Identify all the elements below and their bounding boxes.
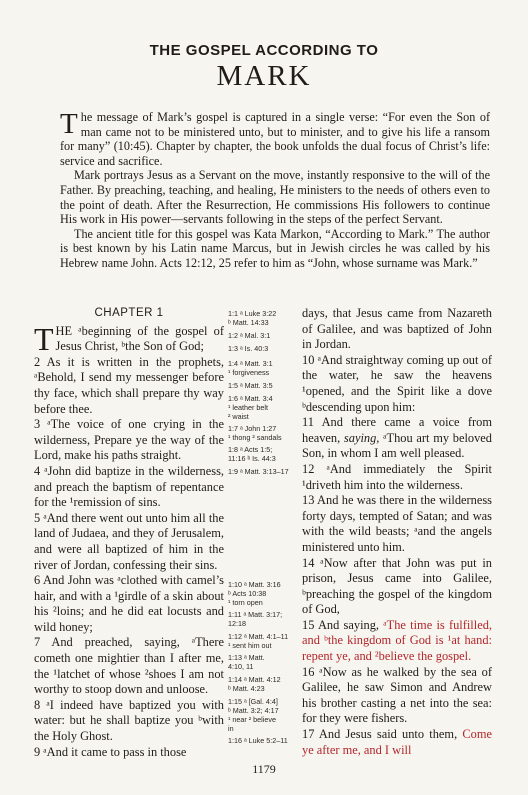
verse-9: 9 ᵃAnd it came to pass in those <box>34 744 187 759</box>
cross-reference: 1:10 ᵃ Matt. 3:16 <box>228 580 281 589</box>
verse-15 <box>302 618 492 665</box>
cross-reference: 1:15 ᵃ [Gal. 4:4] <box>228 697 278 706</box>
cross-reference: ᵇ Matt. 4:23 <box>228 684 265 693</box>
cross-reference: ¹ torn open <box>228 598 263 607</box>
left-text-column <box>34 306 224 760</box>
cross-reference: 1:6 ᵃ Matt. 3:4 <box>228 394 273 403</box>
intro-paragraph-1-text: he message of Mark’s gospel is captured in a single verse: “For even the Son of man came not to be ministered unto, but to minister, and to give his life a ransom for many” (10:45). Chapter by chapter, the book unfolds the dual focus of Christ’s life: service and sacrifice. <box>60 110 490 168</box>
verse-17-words-of-christ: Come ye after me, and I will <box>302 727 492 757</box>
cross-reference: 12:18 <box>228 619 246 628</box>
cross-reference: ᵇ Matt. 3:2; 4:17 <box>228 706 279 715</box>
verse-8: 8 ᵃI indeed have baptized you with water: but he shall baptize you ᵇwith the Holy Ghost. <box>34 697 224 744</box>
cross-reference: in <box>228 724 234 733</box>
verse-6: 6 And John was ᵃclothed with camel’s hair, and with a ¹girdle of a skin about his ²loins; and he did eat locusts and wild honey; <box>34 573 224 634</box>
intro-paragraph-3: The ancient title for this gospel was Kata Markon, “According to Mark.” The author is best known by his Latin name Marcus, but in Jewish circles he was called by his Hebrew name John. Acts 12:12, 25 refer to him as “John, whose surname was Mark.” <box>60 226 490 270</box>
verse-1-text: HE ᵃbeginning of the gospel of Jesus Christ, ᵇthe Son of God; <box>55 323 224 354</box>
cross-reference: 1:3 ᵃ Is. 40:3 <box>228 344 269 353</box>
verse-15-text: 15 And saying, <box>302 617 384 632</box>
verse-11 <box>302 415 492 462</box>
cross-reference: 1:2 ᵃ Mal. 3:1 <box>228 331 271 340</box>
cross-reference: ᵇ Matt. 14:33 <box>228 318 269 327</box>
cross-reference: 1:4 ᵃ Matt. 3:1 <box>228 359 273 368</box>
verse-4: 4 ᵃJohn did baptize in the wilderness, and preach the baptism of repentance for the ¹remission of sins. <box>34 463 224 510</box>
verse-13: 13 And he was there in the wilderness forty days, tempted of Satan; and was with the wild beasts; ᵃand the angels ministered unto him. <box>302 493 492 554</box>
verse-5: 5 ᵃAnd there went out unto him all the land of Judaea, and they of Jerusalem, and were all baptized of him in the river of Jordan, confessing their sins. <box>34 510 224 572</box>
cross-reference: ¹ sent him out <box>228 641 272 650</box>
cross-reference: ² waist <box>228 412 249 421</box>
intro-paragraph-2: Mark portrays Jesus as a Servant on the move, instantly responsive to the will of the Father. By preaching, teaching, and healing, He ministers to the needs of others even to the point of death. After the Resurrection, He commissions His followers to continue His work in His power—servants following in the steps of the perfect Servant. <box>60 168 490 227</box>
verse-17-text: 17 And Jesus said unto them, <box>302 727 463 742</box>
intro-paragraph-1 <box>60 110 490 168</box>
verse-11-text-b: ᵃThou art my beloved Son, in whom I am well pleased. <box>302 430 492 461</box>
chapter-drop-cap: T <box>34 320 54 357</box>
cross-reference: 4:10, 11 <box>228 662 254 671</box>
verse-10: 10 ᵃAnd straightway coming up out of the water, he saw the heavens ¹opened, and the Spirit like a dove ᵇdescending upon him: <box>302 352 492 414</box>
verse-17 <box>302 727 492 758</box>
verse-7: 7 And preached, saying, ᵃThere cometh one mightier than I after me, the ¹latchet of whose ²shoes I am not worthy to stoop down and unloose. <box>34 635 224 697</box>
cross-reference: ᵇ Acts 10:38 <box>228 589 267 598</box>
cross-reference: ¹ forgiveness <box>228 368 270 377</box>
cross-reference: 1:7 ᵃ John 1:27 <box>228 424 277 433</box>
verse-1 <box>34 320 224 357</box>
verse-15-words-of-christ: ᵃThe time is fulfilled, and ᵇthe kingdom of God is ¹at hand: repent ye, and ²believe the gospel. <box>302 617 492 664</box>
verse-14: 14 ᵃNow after that John was put in prison, Jesus came into Galilee, ᵇpreaching the gospel of the kingdom of God, <box>302 555 492 617</box>
introduction <box>60 110 490 271</box>
right-text-column <box>302 306 492 758</box>
intro-drop-cap: T <box>60 108 78 140</box>
cross-reference: 1:5 ᵃ Matt. 3:5 <box>228 381 273 390</box>
cross-reference: 1:12 ᵃ Matt. 4:1–11 <box>228 632 289 641</box>
gospel-title: THE GOSPEL ACCORDING TO <box>149 42 379 59</box>
cross-reference: 1:13 ᵃ Matt. <box>228 653 265 662</box>
verse-11-text-a: 11 And there came a voice from heaven, <box>302 415 492 445</box>
cross-reference: ¹ near ² believe <box>228 715 276 724</box>
page-number: 1179 <box>252 762 276 776</box>
verse-12: 12 ᵃAnd immediately the Spirit ¹driveth him into the wilderness. <box>302 461 492 492</box>
chapter-heading: CHAPTER 1 <box>94 307 164 319</box>
cross-reference: ¹ leather belt <box>228 403 268 412</box>
verse-16: 16 ᵃNow as he walked by the sea of Galilee, he saw Simon and Andrew his brother casting a net into the sea: for they were fishers. <box>302 664 492 726</box>
cross-reference: 1:1 ᵃ Luke 3:22 <box>228 309 277 318</box>
cross-reference: 1:14 ᵃ Matt. 4:12 <box>228 675 281 684</box>
cross-reference: 1:8 ᵃ Acts 1:5; <box>228 445 273 454</box>
verse-11-saying: saying, <box>343 430 380 445</box>
cross-reference: 1:9 ᵃ Matt. 3:13–17 <box>228 467 289 476</box>
cross-reference: 1:11 ᵃ Matt. 3:17; <box>228 610 283 619</box>
verse-3: 3 ᵃThe voice of one crying in the wilderness, Prepare ye the way of the Lord, make his paths straight. <box>34 417 224 463</box>
book-title: MARK <box>216 60 312 92</box>
cross-reference: 1:16 ᵃ Luke 5:2–11 <box>228 736 288 745</box>
cross-reference: 11:16 ᵇ Is. 44:3 <box>228 454 276 463</box>
verse-9-continued: days, that Jesus came from Nazareth of Galilee, and was baptized of John in Jordan. <box>302 306 492 352</box>
verse-2: 2 As it is written in the prophets, ᵃBehold, I send my messenger before thy face, which shall prepare thy way before thee. <box>34 354 224 416</box>
cross-reference: ¹ thong ² sandals <box>228 433 282 442</box>
